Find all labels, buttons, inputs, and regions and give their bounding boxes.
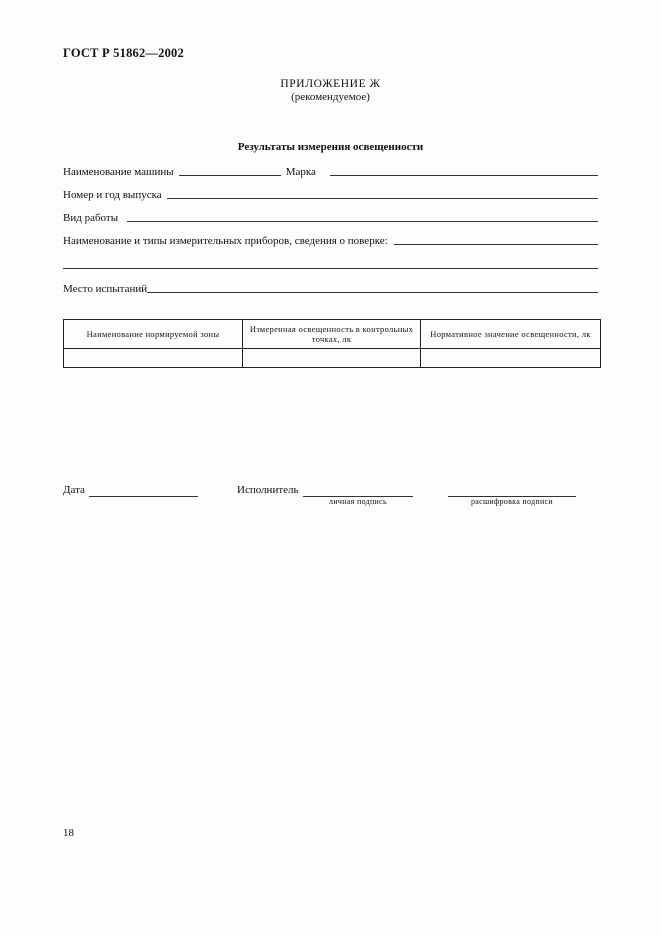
date-label: Дата [63,484,85,496]
form-row-number-year [63,185,598,201]
header-measured: Измеренная освещенность в контрольных точках, лк [243,320,421,349]
brand-label: Марка [285,166,316,178]
standard-designation: ГОСТ Р 51862—2002 [63,46,184,60]
machine-name-field[interactable] [179,175,281,176]
form-row-test-place [63,279,598,295]
page-number: 18 [63,827,74,839]
form-row-machine [63,162,598,178]
cell-measured[interactable] [243,349,421,368]
brand-field[interactable] [330,175,598,176]
cell-zone[interactable] [64,349,243,368]
test-place-label: Место испытаний [63,283,148,295]
cell-normative[interactable] [421,349,601,368]
table-row [64,349,601,368]
form-title: Результаты измерения освещенности [237,141,424,153]
table-header-row [64,320,601,349]
form-row-work-type [63,208,598,224]
form-row-instruments-continued [63,255,598,271]
work-type-field[interactable] [127,221,598,222]
work-type-label: Вид работы [63,212,119,224]
instruments-field[interactable] [394,244,598,245]
annex-subtitle: (рекомендуемое) [291,91,370,103]
instruments-label: Наименование и типы измерительных приборов, сведения о поверке: [63,235,388,247]
signature-caption: личная подпись [329,497,387,506]
number-year-field[interactable] [167,198,598,199]
illumination-table [63,319,601,368]
machine-name-label: Наименование машины [63,166,174,178]
performer-label: Исполнитель [237,484,299,496]
header-normative: Нормативное значение освещенности, лк [421,320,601,349]
header-zone: Наименование нормируемой зоны [64,320,243,349]
date-field[interactable] [89,496,198,497]
annex-title: ПРИЛОЖЕНИЕ Ж [280,78,381,90]
form-row-instruments [63,231,598,247]
test-place-field[interactable] [147,292,598,293]
instruments-continued-field[interactable] [63,268,598,269]
decoding-caption: расшифровка подписи [470,497,554,506]
number-year-label: Номер и год выпуска [63,189,162,201]
